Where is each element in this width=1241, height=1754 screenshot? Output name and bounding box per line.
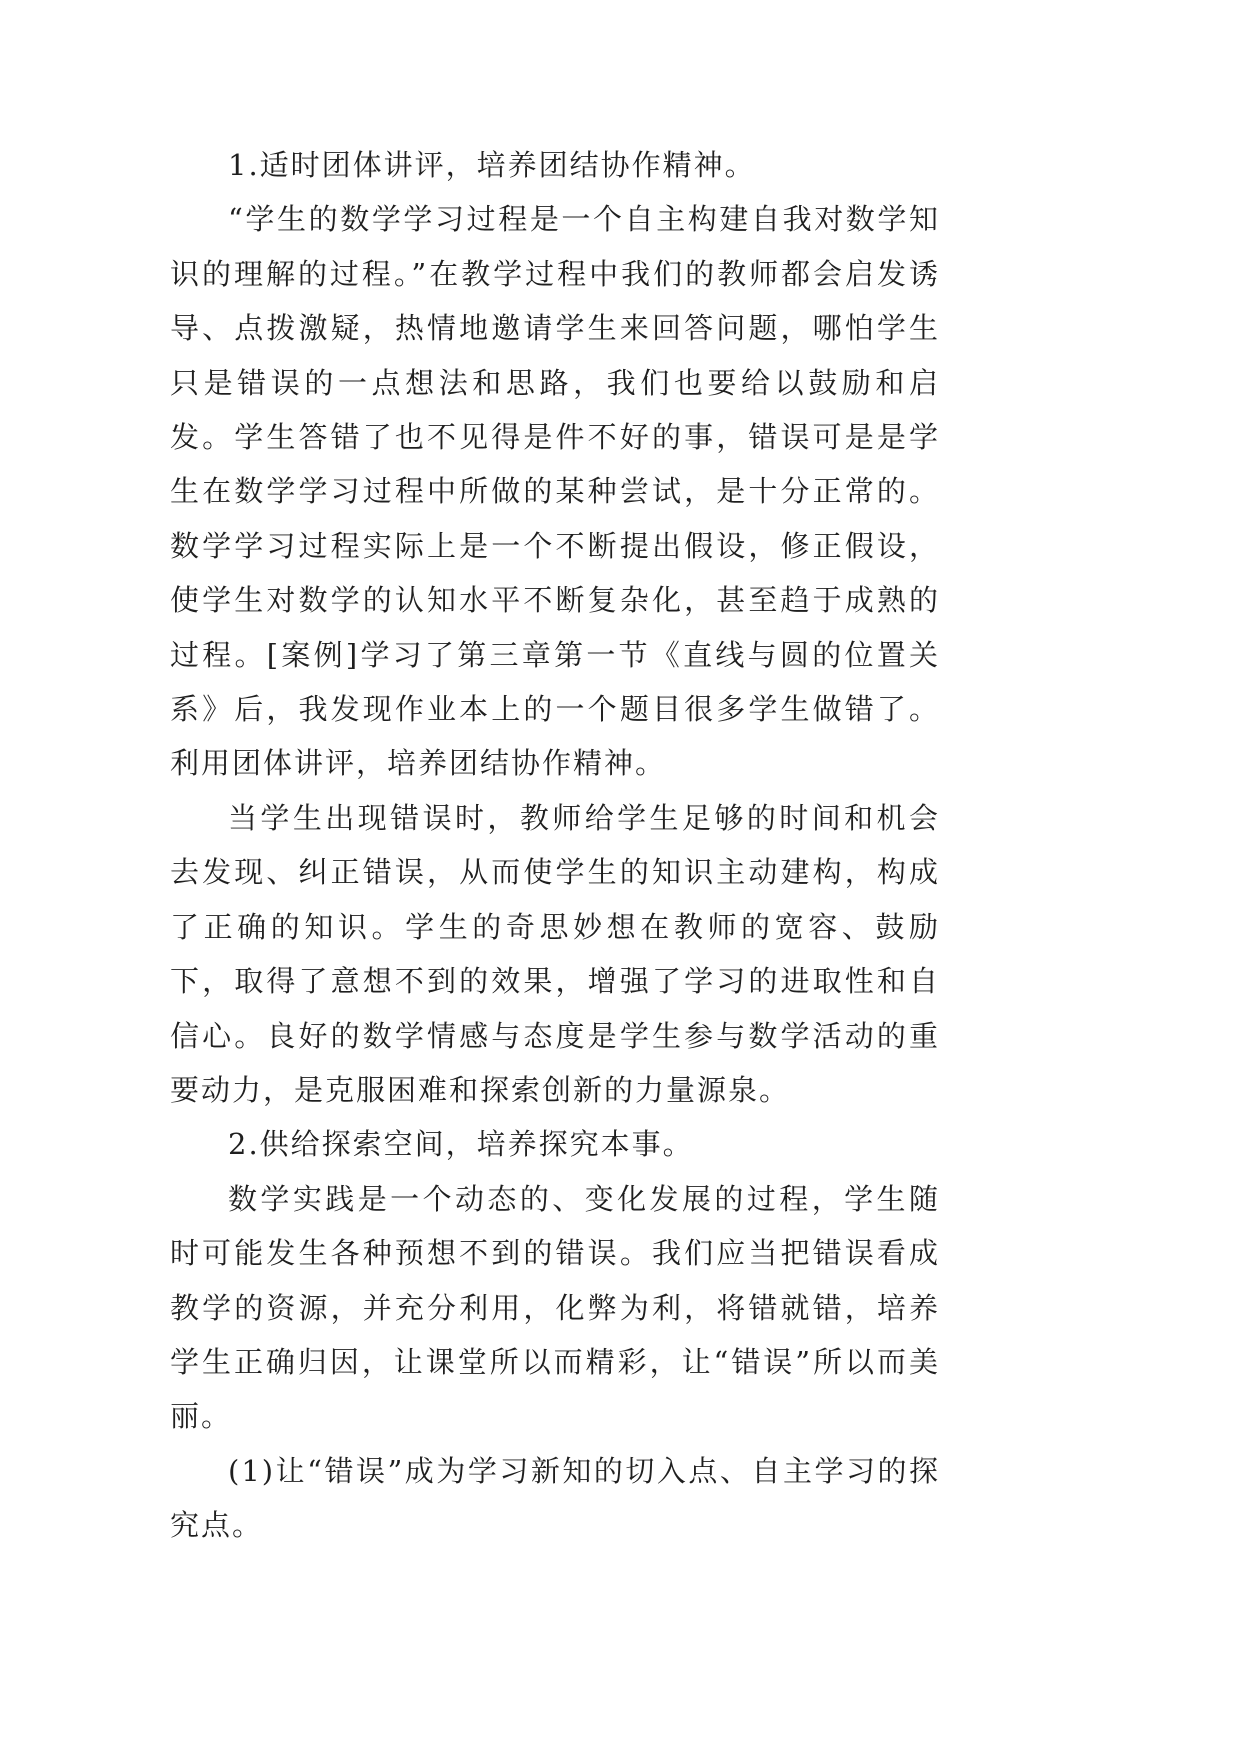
sub-heading-1: (1)让“错误”成为学习新知的切入点、自主学习的探究点。 [170,1453,940,1543]
paragraph-quote: “学生的数学学习过程是一个自主构建自我对数学知识的理解的过程。”在教学过程中我们的教师都会启发诱导、点拨激疑，热情地邀请学生来回答问题，哪怕学生只是错误的一点想法和思路，我们也要给以鼓励和启发。学生答错了也不见得是件不好的事，错误可是是学生在数学学习过程中所做的某种尝试，是十分正常的。数学学习过程实际上是一个不断提出假设，修正假设，使学生对数学的认知水平不断复杂化，甚至趋于成熟的过程。[案例]学习了第三章第一节《直线与圆的位置关系》后，我发现作业本上的一个题目很多学生做错了。利用团体讲评，培养团结协作精神。 [170,202,940,781]
document-body [170,138,940,1553]
paragraph-practice: 数学实践是一个动态的、变化发展的过程，学生随时可能发生各种预想不到的错误。我们应当把错误看成教学的资源，并充分利用，化弊为利，将错就错，培养学生正确归因，让课堂所以而精彩，让“错误”所以而美丽。 [170,1181,940,1434]
section-heading-1: 1.适时团体讲评，培养团结协作精神。 [228,148,756,182]
paragraph-errors: 当学生出现错误时，教师给学生足够的时间和机会去发现、纠正错误，从而使学生的知识主动建构，构成了正确的知识。学生的奇思妙想在教师的宽容、鼓励下，取得了意想不到的效果，增强了学习的进取性和自信心。良好的数学情感与态度是学生参与数学活动的重要动力，是克服困难和探索创新的力量源泉。 [170,800,940,1107]
section-heading-2: 2.供给探索空间，培养探究本事。 [228,1127,694,1162]
